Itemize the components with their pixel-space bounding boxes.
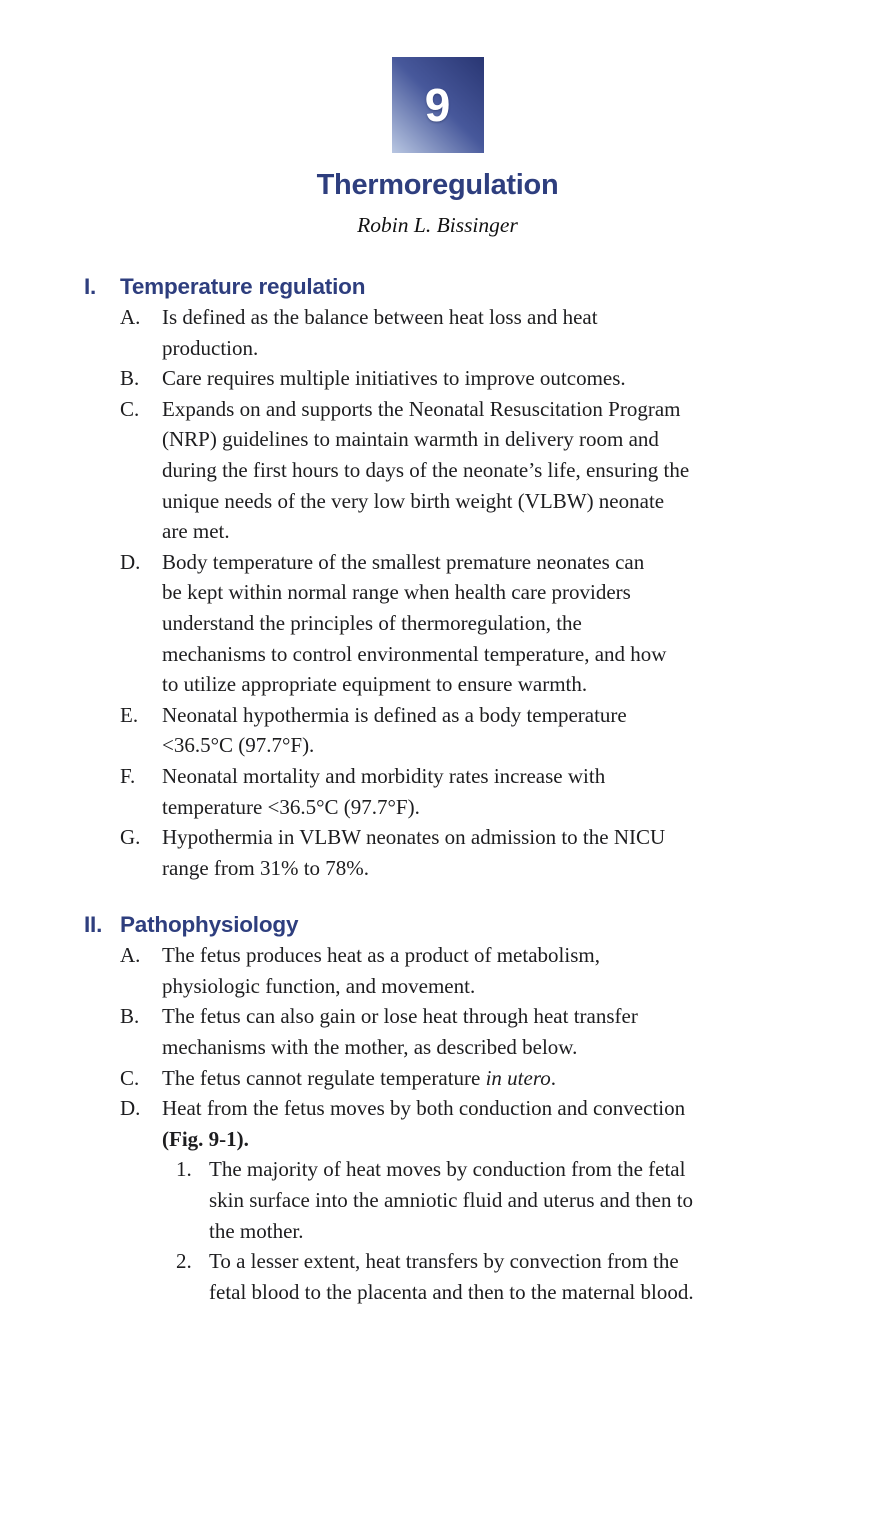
item-text [209,1154,693,1246]
item-label: 2. [176,1249,192,1274]
outline-item [84,761,875,822]
text-line [209,1277,694,1308]
text-run: during the first hours to days of the neonate’s life, ensuring the [162,457,690,482]
text-run: be kept within normal range when health care providers [162,580,631,605]
text-line [162,940,875,971]
text-run: production. [162,335,259,360]
outline-item [84,394,875,547]
text-line [162,1063,875,1094]
text-run: are met. [162,519,230,544]
chapter-number: 9 [424,79,451,131]
text-run: (Fig. 9-1). [162,1126,249,1151]
item-text [162,547,875,700]
text-line [209,1185,693,1216]
outline-subitem [176,1246,875,1307]
text-run: range from 31% to 78%. [162,855,370,880]
text-run: Hypothermia in VLBW neonates on admission to the NICU [162,825,666,850]
text-line [162,1093,875,1124]
text-line [162,1124,875,1155]
outline-item [84,1001,875,1062]
outline-item [84,822,875,883]
item-text [162,940,875,1001]
text-run: The fetus produces heat as a product of metabolism, [162,943,600,968]
section-heading [84,271,875,302]
item-label: G. [120,825,141,850]
item-label: A. [120,305,141,329]
item-label: F. [120,763,136,788]
text-run: temperature <36.5°C (97.7°F). [162,794,420,819]
item-text [162,1001,875,1062]
item-label: D. [120,549,141,574]
item-text [162,1063,875,1094]
item-text [162,1093,875,1307]
text-line [162,1001,875,1032]
section-heading-label: Temperature regulation [120,274,366,299]
item-label: B. [120,366,140,391]
text-run: To a lesser extent, heat transfers by convection from the [209,1249,679,1274]
outline-section [84,909,875,1307]
text-line [162,577,875,608]
text-line [162,639,875,670]
text-line [162,822,875,853]
outline-item [84,1093,875,1307]
item-label: C. [120,396,140,421]
text-run: Expands on and supports the Neonatal Resuscitation Program [162,396,681,421]
text-line [162,363,875,394]
text-line [162,1032,875,1063]
text-run: The fetus can also gain or lose heat through heat transfer [162,1004,638,1029]
text-line [162,608,875,639]
outline [84,271,875,1307]
item-label: E. [120,702,139,727]
outline-item [84,363,875,394]
outline-subitem [176,1154,875,1246]
text-line [209,1154,693,1185]
text-line [162,486,875,517]
text-run: mechanisms to control environmental temperature, and how [162,641,667,666]
text-line [162,700,875,731]
text-run: mechanisms with the mother, as described below. [162,1035,578,1060]
outline-item [84,302,875,363]
section-heading [84,909,875,940]
item-label: D. [120,1096,141,1121]
text-run: . [550,1065,556,1090]
text-run: unique needs of the very low birth weight (VLBW) neonate [162,488,665,513]
text-line [162,547,875,578]
text-line [209,1216,693,1247]
text-run: Heat from the fetus moves by both conduction and convection [162,1096,686,1121]
item-text [162,822,875,883]
text-run: <36.5°C (97.7°F). [162,733,315,758]
text-run: Body temperature of the smallest premature neonates can [162,549,645,574]
text-line [162,669,875,700]
chapter-number-box [392,57,484,153]
author-name: Robin L. Bissinger [357,213,518,237]
outline-section [84,271,875,883]
text-line [162,333,875,364]
item-text [162,700,875,761]
text-run: The majority of heat moves by conduction from the fetal [209,1157,686,1182]
text-line [162,853,875,884]
item-text [162,302,875,363]
outline-item [84,1063,875,1094]
section-numeral: I. [84,274,97,299]
item-label: C. [120,1065,140,1090]
section-numeral: II. [84,912,103,938]
text-run: physiologic function, and movement. [162,973,476,998]
outline-item [84,940,875,1001]
text-run: understand the principles of thermoregulation, the [162,610,582,635]
text-line [162,730,875,761]
outline-item [84,700,875,761]
text-run: Neonatal hypothermia is defined as a body temperature [162,702,627,727]
text-line [162,424,875,455]
text-run: skin surface into the amniotic fluid and uterus and then to [209,1188,694,1213]
text-run: fetal blood to the placenta and then to the maternal blood. [209,1279,694,1304]
text-run: (NRP) guidelines to maintain warmth in delivery room and [162,427,659,452]
item-text [209,1246,694,1307]
item-label: A. [120,943,141,968]
outline-item [84,547,875,700]
text-line [209,1246,694,1277]
text-run: the mother. [209,1218,304,1243]
item-text [162,363,875,394]
text-run: Care requires multiple initiatives to improve outcomes. [162,366,626,391]
item-text [162,394,875,547]
text-line [162,302,875,333]
page-title: Thermoregulation [316,169,559,201]
book-page [0,57,875,1534]
text-line [162,394,875,425]
item-label: B. [120,1004,140,1029]
item-text [162,761,875,822]
text-line [162,761,875,792]
text-line [162,516,875,547]
text-run: in utero [485,1065,551,1090]
text-run: Neonatal mortality and morbidity rates increase with [162,763,606,788]
text-run: Is defined as the balance between heat loss and heat [162,305,598,329]
section-heading-label: Pathophysiology [120,912,299,938]
text-line [162,792,875,823]
item-label: 1. [176,1157,192,1182]
text-run: The fetus cannot regulate temperature [162,1065,486,1090]
text-line [162,455,875,486]
text-line [162,971,875,1002]
text-run: to utilize appropriate equipment to ensure warmth. [162,672,588,697]
